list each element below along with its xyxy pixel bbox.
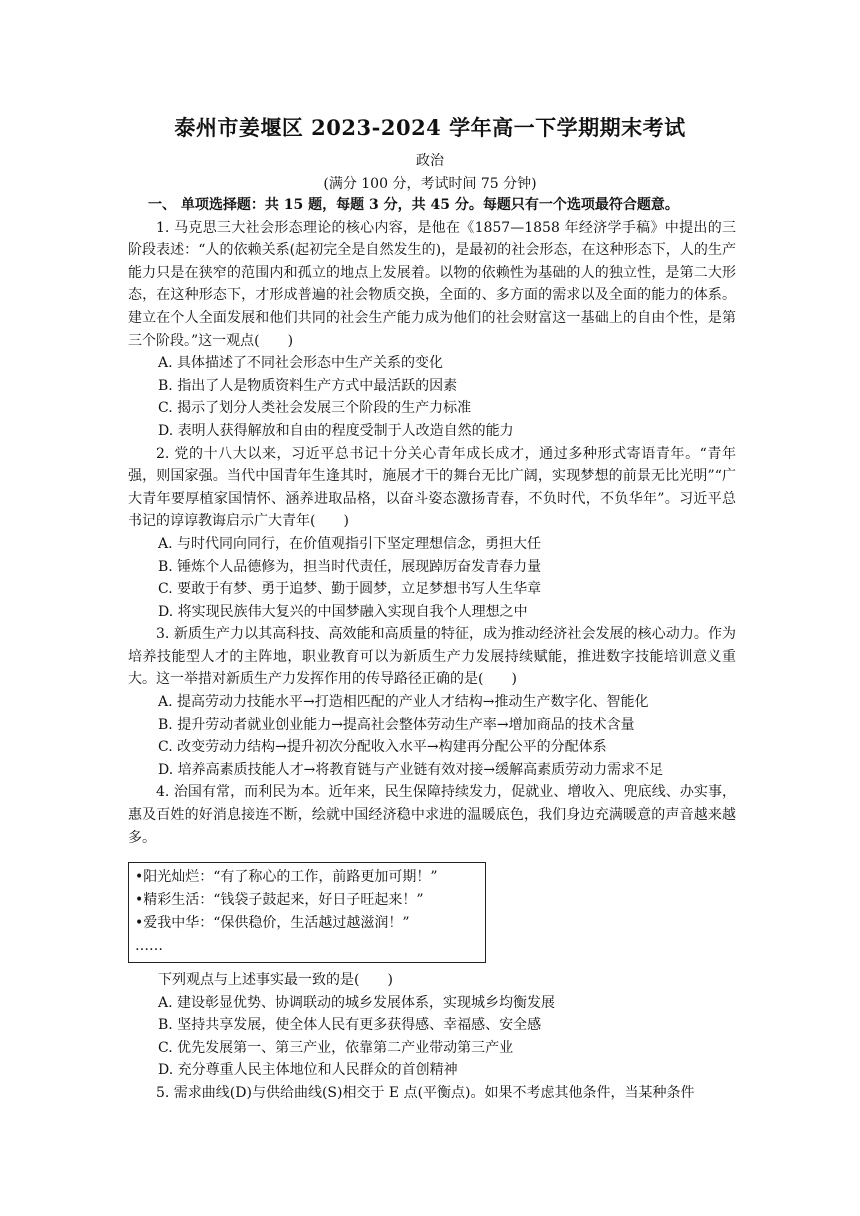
option-a: A. 与时代同向同行，在价值观指引下坚定理想信念，勇担大任: [158, 535, 542, 552]
subject-label: 政治: [416, 153, 444, 169]
option-d: D. 表明人获得解放和自由的程度受制于人改造自然的能力: [158, 422, 514, 439]
question-3: [128, 623, 736, 781]
option-a: A. 具体描述了不同社会形态中生产关系的变化: [158, 355, 444, 372]
option-c: C. 优先发展第一、第三产业，依靠第二产业带动第三产业: [158, 1039, 514, 1056]
question-2: [128, 443, 736, 624]
exam-title: 泰州市姜堰区 2023-2024 学年高一下学期期末考试: [174, 115, 686, 140]
question-1: [128, 217, 736, 443]
quote-line: •精彩生活：“钱袋子鼓起来，好日子旺起来！”: [135, 892, 424, 908]
question-5-stem: 5. 需求曲线(D)与供给曲线(S)相交于 E 点(平衡点)。如果不考虑其他条件，当某种条件: [156, 1084, 695, 1101]
section-heading: 一、 单项选择题：共 15 题，每题 3 分，共 45 分。每题只有一个选项最符合题意。: [148, 197, 679, 213]
option-a: A. 建设彰显优势、协调联动的城乡发展体系，实现城乡均衡发展: [158, 994, 556, 1011]
quote-line: •阳光灿烂：“有了称心的工作，前路更加可期！”: [135, 869, 438, 885]
quote-line: •爱我中华：“保供稳价，生活越过越滋润！”: [135, 915, 410, 931]
option-b: B. 提升劳动者就业创业能力→提高社会整体劳动生产率→增加商品的技术含量: [158, 716, 635, 733]
exam-content: [128, 194, 736, 849]
option-b: B. 指出了人是物质资料生产方式中最活跃的因素: [158, 377, 458, 394]
option-b: B. 锤炼个人品德修为，担当时代责任，展现踔厉奋发青春力量: [158, 558, 542, 575]
option-d: D. 将实现民族伟大复兴的中国梦融入实现自我个人理想之中: [158, 603, 528, 620]
question-stem: 2. 党的十八大以来，习近平总书记十分关心青年成长成才，通过多种形式寄语青年。“青年强，则国家强。当代中国青年生逢其时，施展才干的舞台无比广阔，实现梦想的前景无比光明”“广大青年要厚植家国情怀、涵养进取品格，以奋斗姿态激扬青春，不负时代，不负华年”。习近平总书记的谆谆教诲启示广大青年( ): [128, 445, 736, 530]
option-c: C. 揭示了划分人类社会发展三个阶段的生产力标准: [158, 400, 472, 417]
option-d: D. 培养高素质技能人才→将教育链与产业链有效对接→缓解高素质劳动力需求不足: [158, 761, 664, 778]
option-b: B. 坚持共享发展，使全体人民有更多获得感、幸福感、安全感: [158, 1017, 542, 1034]
question-stem: 4. 治国有常，而利民为本。近年来，民生保障持续发力，促就业、增收入、兜底线、办实事，惠及百姓的好消息接连不断，绘就中国经济稳中求进的温暖底色，我们身边充满暖意的声音越来越多。: [128, 784, 736, 846]
question-stem: 1. 马克思三大社会形态理论的核心内容，是他在《1857—1858 年经济学手稿》中提出的三阶段表述：“人的依赖关系(起初完全是自然发生的)，是最初的社会形态，在这种形态下，人的生产能力只是在狭窄的范围内和孤立的地点上发展着。以物的依赖性为基础的人的独立性，是第二大形态，在这种形态下，才形成普遍的社会物质交换，全面的、多方面的需求以及全面的能力的体系。建立在个人全面发展和他们共同的社会生产能力成为他们的社会财富这一基础上的自由个性，是第三个阶段。”这一观点( ): [128, 219, 736, 349]
quote-ellipsis: ……: [135, 938, 163, 954]
score-info: (满分 100 分，考试时间 75 分钟): [323, 176, 537, 192]
question-4-continued: [0, 848, 860, 1105]
option-c: C. 要敢于有梦、勇于追梦、勤于圆梦，立足梦想书写人生华章: [158, 581, 542, 598]
option-d: D. 充分尊重人民主体地位和人民群众的首创精神: [158, 1062, 458, 1079]
question-ask: 下列观点与上述事实最一致的是( ): [158, 972, 393, 988]
question-4-options: [128, 969, 736, 1105]
question-4: [128, 781, 736, 849]
option-a: A. 提高劳动力技能水平→打造相匹配的产业人才结构→推动生产数字化、智能化: [158, 694, 649, 711]
option-c: C. 改变劳动力结构→提升初次分配收入水平→构建再分配公平的分配体系: [158, 739, 607, 756]
quote-box: [128, 862, 486, 963]
question-stem: 3. 新质生产力以其高科技、高效能和高质量的特征，成为推动经济社会发展的核心动力。作为培养技能型人才的主阵地，职业教育可以为新质生产力发展持续赋能，推进数字技能培训意义重大。这一举措对新质生产力发挥作用的传导路径正确的是( ): [128, 626, 736, 688]
